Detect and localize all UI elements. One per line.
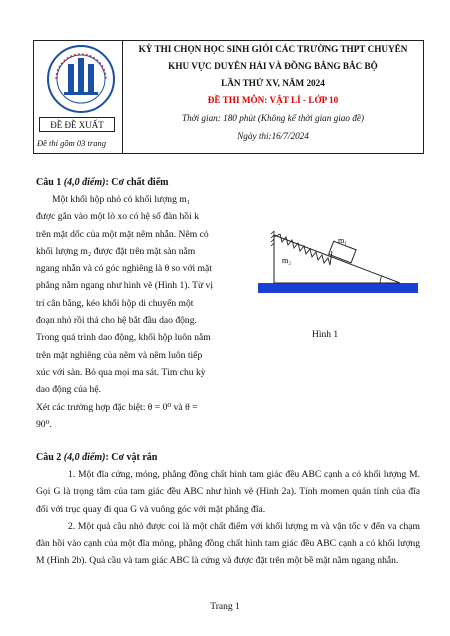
- q1-line: phẳng nằm ngang như hình vẽ (Hình 1). Từ vị: [36, 280, 214, 292]
- q2-points: (4,0 điểm): [63, 452, 106, 463]
- proposal-label: ĐỀ ĐỀ XUẤT: [39, 117, 115, 132]
- q1-text: [36, 191, 246, 433]
- exam-subject: ĐỀ THI MÔN: VẬT LÍ - LỚP 10: [207, 95, 339, 105]
- label-m2: m₂: [282, 256, 292, 265]
- exam-title-line2: KHU VỰC DUYÊN HẢI VÀ ĐỒNG BẰNG BẮC BỘ: [168, 61, 378, 71]
- page-number: Trang 1: [210, 602, 240, 612]
- q1-line: dao động của hệ.: [36, 384, 102, 396]
- q1-line: Trong quá trình dao động, khối hộp luôn nằm: [36, 332, 211, 344]
- q1-line: Một khối hộp nhỏ có khối lượng m₁: [52, 194, 191, 205]
- page-count: Đề thi gồm 03 trang: [37, 138, 106, 148]
- exam-time: Thời gian: 180 phút (Không kể thời gian giao đề): [181, 113, 365, 123]
- q1-topic: : Cơ chất điểm: [105, 177, 169, 188]
- school-logo: [46, 44, 116, 114]
- q1-line: 90⁰.: [36, 418, 52, 430]
- q1-line: đoạn nhỏ rồi thả cho hệ bắt đầu dao động.: [36, 315, 197, 327]
- q1-line: trên mặt dốc của một mặt nêm nhẵn. Nêm có: [36, 228, 209, 240]
- q1-line: xúc với sàn. Bỏ qua mọi ma sát. Tìm chu kỳ: [36, 366, 206, 378]
- q1-line: khối lượng m₂ được đặt trên mặt sàn nằm: [36, 245, 196, 257]
- q1-title: [36, 177, 168, 188]
- figure-1: [252, 225, 420, 325]
- q1-line: ngang nhẵn và có góc nghiêng là θ so với mặt: [36, 263, 212, 275]
- q2-label: Câu 2: [36, 452, 62, 463]
- q2-topic: : Cơ vật rắn: [105, 452, 158, 463]
- figure-1-caption: Hình 1: [312, 330, 339, 340]
- q1-line: trí cân bằng, kéo khối hộp di chuyển một: [36, 297, 194, 309]
- exam-date: Ngày thi:16/7/2024: [237, 131, 309, 141]
- q1-points: (4,0 điểm): [63, 177, 106, 188]
- q1-line: Xét các trường hợp đặc biệt: θ = 0⁰ và θ =: [36, 401, 198, 413]
- q2-text: [36, 466, 420, 570]
- q2-part1: 1. Một đĩa cứng, mỏng, phẳng đồng chất hình tam giác đều ABC cạnh a có khối lượng M. Gọi G là trọng tâm của tam giác đều ABC như hình vẽ (Hình 2a). Tính momen quán tính của đĩa đối với trục quay đi qua G và vuông góc với mặt phẳng đĩa.: [36, 469, 420, 515]
- label-m1: m₁: [338, 236, 348, 245]
- q1-line: trên mặt nghiêng của nêm và nêm luôn tiếp: [36, 349, 203, 361]
- exam-title-line3: LẦN THỨ XV, NĂM 2024: [221, 78, 325, 88]
- q2-part2: 2. Một quả cầu nhỏ được coi là một chất điểm với khối lượng m và vận tốc v đến va chạm đàn hồi vào cạnh của một đĩa mỏng, phẳng đồng chất hình tam giác đều ABC cạnh a có khối lượng M (Hình 2b). Quả cầu và tam giác ABC là cứng và được đặt trên một bề mặt nằm ngang nhẵn.: [36, 520, 420, 567]
- q2-title: [36, 452, 157, 463]
- q1-line: được gắn vào một lò xo có hệ số đàn hồi k: [36, 211, 199, 223]
- exam-title-line1: KỲ THI CHỌN HỌC SINH GIỎI CÁC TRƯỜNG THPT CHUYÊN: [138, 44, 408, 54]
- q1-label: Câu 1: [36, 177, 62, 188]
- floor-surface: [258, 283, 418, 293]
